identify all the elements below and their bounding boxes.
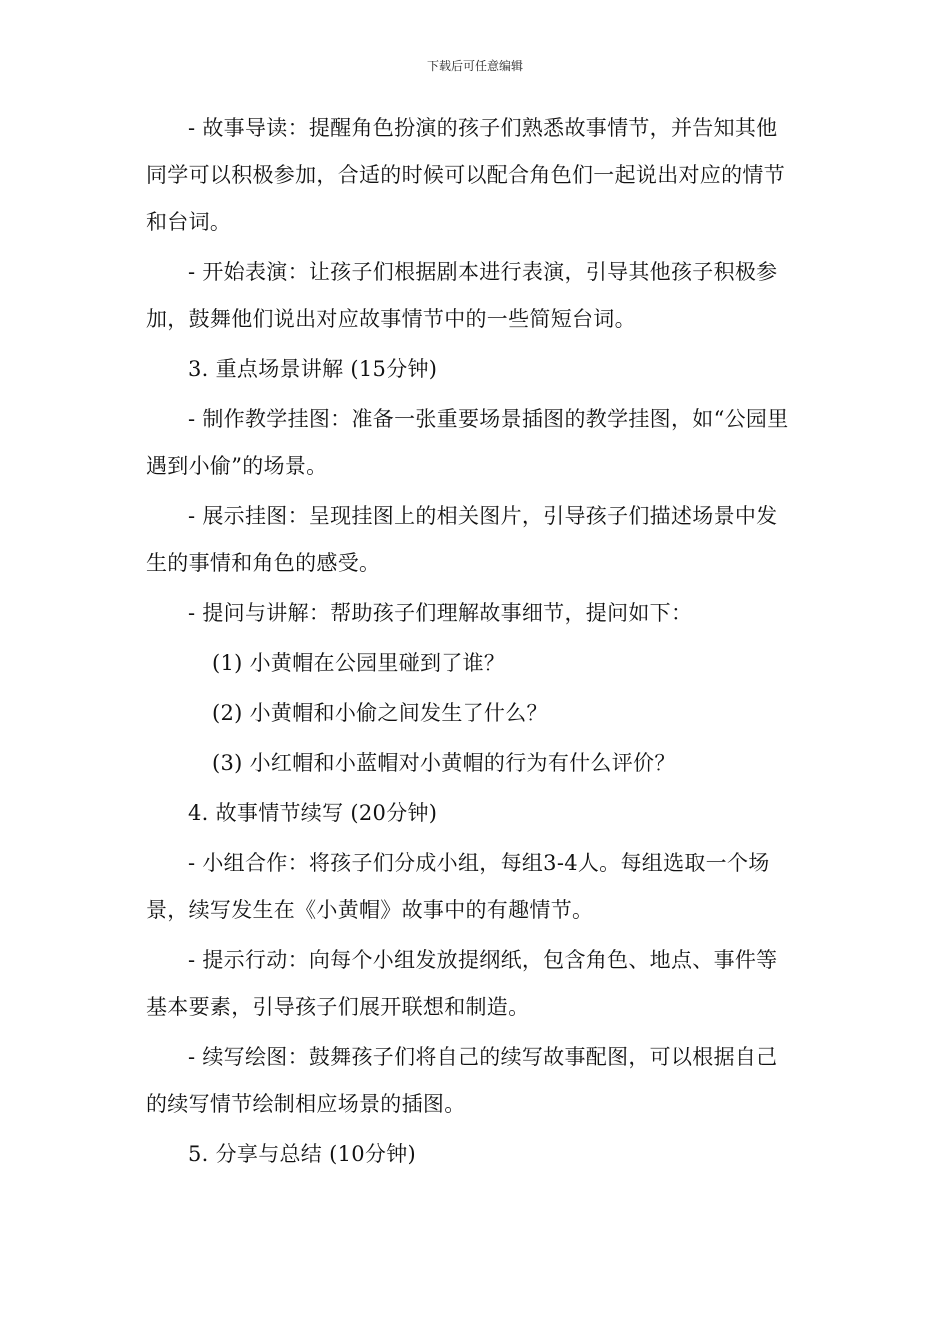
document-body xyxy=(146,105,796,1181)
paragraph-prompt-action: - 提示行动：向每个小组发放提纲纸，包含角色、地点、事件等基本要素，引导孩子们展开联想和制造。 xyxy=(146,948,778,1019)
question-2: (2) 小黄帽和小偷之间发生了什么？ xyxy=(212,701,548,725)
paragraph-continue-drawing: - 续写绘图：鼓舞孩子们将自己的续写故事配图，可以根据自己的续写情节绘制相应场景的插图。 xyxy=(146,1045,778,1116)
paragraph-show-wallchart: - 展示挂图：呈现挂图上的相关图片，引导孩子们描述场景中发生的事情和角色的感受。 xyxy=(146,504,778,575)
question-1: (1) 小黄帽在公园里碰到了谁？ xyxy=(212,651,506,675)
paragraph-group-work: - 小组合作：将孩子们分成小组，每组3-4人。每组选取一个场景，续写发生在《小黄帽》故事中的有趣情节。 xyxy=(146,851,770,922)
paragraph-story-intro: - 故事导读：提醒角色扮演的孩子们熟悉故事情节，并告知其他同学可以积极参加，合适的时候可以配合角色们一起说出对应的情节和台词。 xyxy=(146,116,785,234)
section-heading-3: 3. 重点场景讲解 (15分钟) xyxy=(188,357,438,381)
section-heading-4: 4. 故事情节续写 (20分钟) xyxy=(188,801,438,825)
paragraph-make-wallchart: - 制作教学挂图：准备一张重要场景插图的教学挂图，如“公园里遇到小偷”的场景。 xyxy=(146,407,789,478)
paragraph-start-performance: - 开始表演：让孩子们根据剧本进行表演，引导其他孩子积极参加，鼓舞他们说出对应故事情节中的一些简短台词。 xyxy=(146,260,778,331)
page-header: 下载后可任意编辑 xyxy=(426,59,523,73)
paragraph-questions-intro: - 提问与讲解：帮助孩子们理解故事细节，提问如下： xyxy=(188,601,693,625)
question-3: (3) 小红帽和小蓝帽对小黄帽的行为有什么评价？ xyxy=(212,751,676,775)
section-heading-5: 5. 分享与总结 (10分钟) xyxy=(188,1142,416,1166)
